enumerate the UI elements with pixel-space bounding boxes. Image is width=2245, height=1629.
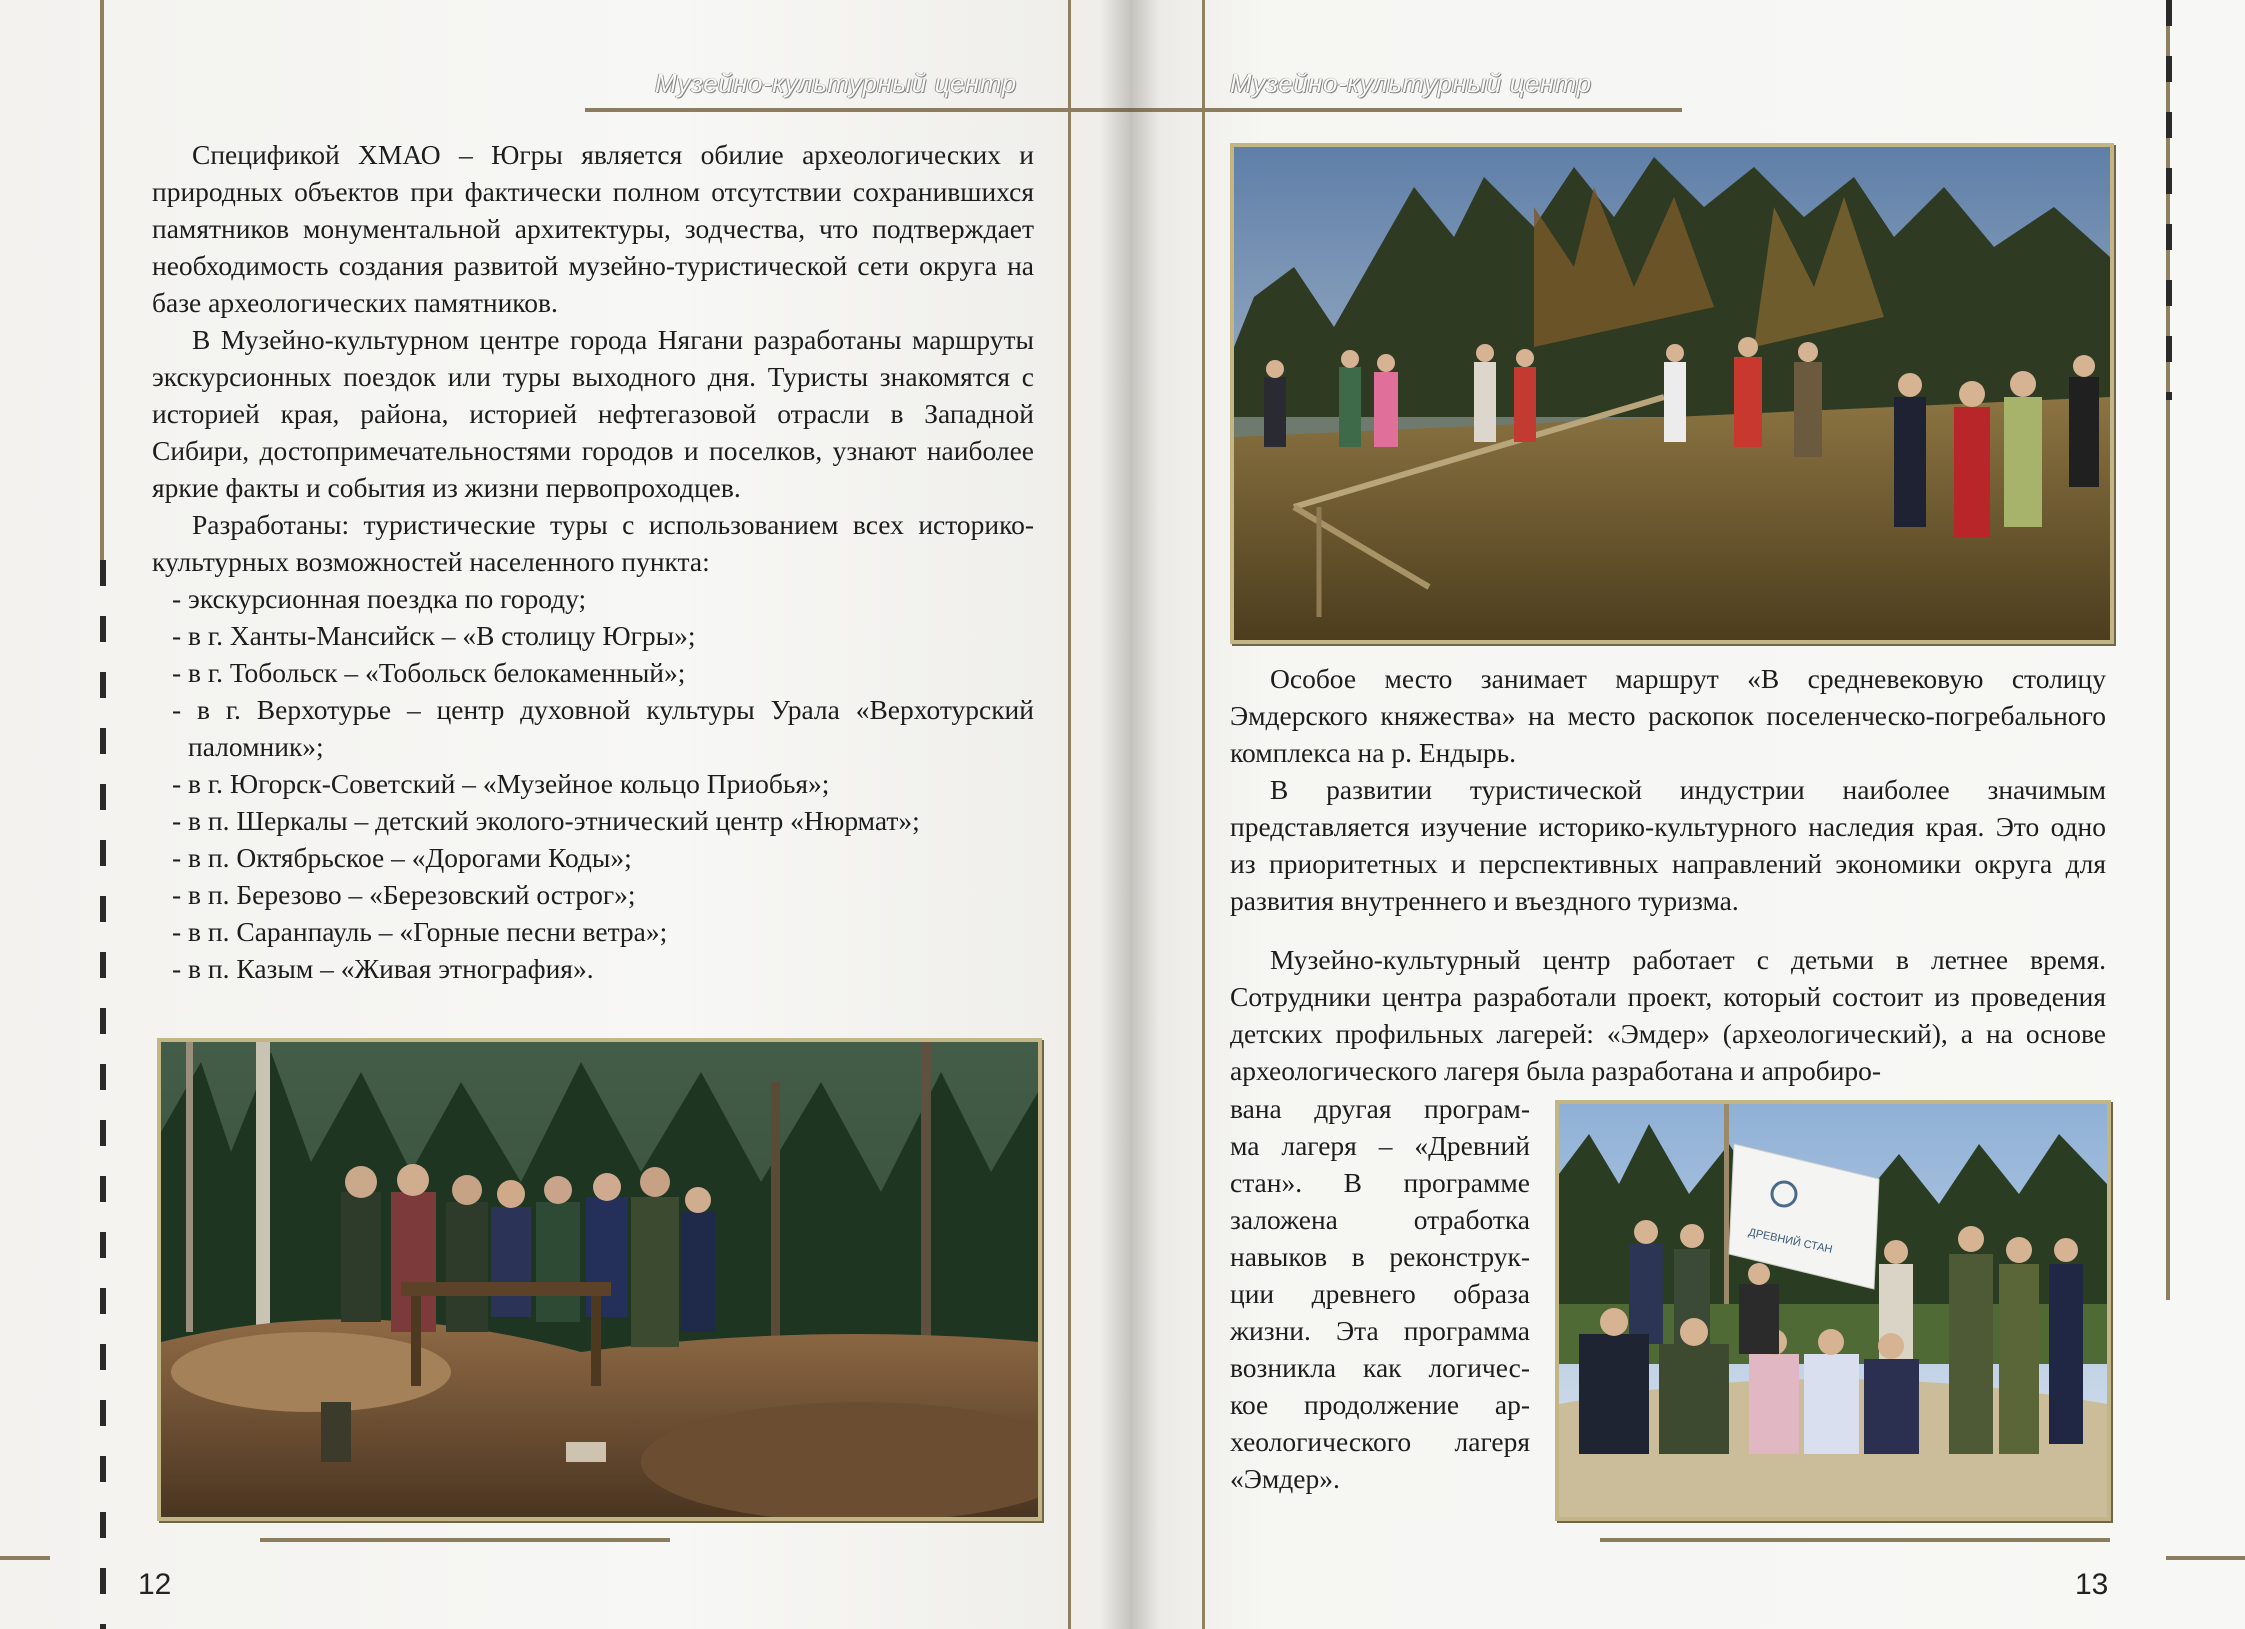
right-paragraph-1: Особое место занимает маршрут «В средневековую столицу Эмдерского княжества» на место раскопок поселенческо-погребального комплекса на р. Ендырь. <box>1230 663 2106 768</box>
right-page-number: 13 <box>2075 1568 2109 1601</box>
wrapped-text-column <box>1230 1090 1530 1497</box>
excavation-photo-image <box>161 1042 1038 1517</box>
list-item: - в п. Березово – «Березовский острог»; <box>172 879 636 910</box>
right-paragraph-3: Музейно-культурный центр работает с детьми в летнее время. Сотрудники центра разработали проект, который состоит из проведения детских профильных лагерей: «Эмдер» (археологический), а на основе археологического лагеря была разработана и апробиро- <box>1230 944 2106 1086</box>
right-inner-rule <box>1202 0 1205 1629</box>
list-item: - экскурсионная поездка по городу; <box>172 583 587 614</box>
right-running-header: Музейно-культурный центр <box>1230 68 1592 98</box>
wrapped-line: кое продолжение ар- <box>1230 1389 1530 1420</box>
group-walk-photo-image <box>1234 147 2110 640</box>
camp-banner-text: ДРЕВНИЙ СТАН <box>1747 1226 1834 1256</box>
camp-group-photo-image <box>1559 1104 2107 1517</box>
camp-group-photo <box>1555 1100 2111 1521</box>
list-item: - в г. Верхотурье – центр духовной культуры Урала «Верхотурский паломник»; <box>172 694 1034 762</box>
right-page <box>1130 0 2245 1629</box>
wrapped-line: жизни. Эта программа <box>1230 1315 1530 1346</box>
left-page-number: 12 <box>138 1568 172 1601</box>
wrapped-line: «Эмдер». <box>1230 1463 1340 1494</box>
wrapped-line: ма лагеря – «Древний <box>1230 1130 1530 1161</box>
right-paragraph-2: В развитии туристической индустрии наиболее значимым представляется изучение историко-культурного наследия края. Это одно из приоритетных и перспективных направлений экономики округа для развития внутреннего и въездного туризма. <box>1230 774 2106 916</box>
tour-list <box>152 580 1034 987</box>
left-margin-dash-strip <box>100 560 106 1629</box>
left-inner-rule <box>1068 0 1071 1629</box>
left-body-text <box>152 136 1034 987</box>
wrapped-line: заложена отработка <box>1230 1204 1530 1235</box>
group-walk-photo <box>1230 143 2114 644</box>
left-footer-rule <box>260 1538 670 1542</box>
list-item: - в п. Шеркалы – детский эколого-этнический центр «Нюрмат»; <box>172 805 920 836</box>
right-footer-rule <box>1600 1538 2110 1542</box>
list-item: - в г. Тобольск – «Тобольск белокаменный»; <box>172 657 686 688</box>
list-item: - в г. Югорск-Советский – «Музейное кольцо Приобья»; <box>172 768 830 799</box>
wrapped-line: стан». В программе <box>1230 1167 1530 1198</box>
left-paragraph-2: В Музейно-культурном центре города Нягани разработаны маршруты экскурсионных поездок или туры выходного дня. Туристы знакомятся с историей края, района, историей нефтегазовой отрасли в Западной Сибири, достопримечательностями городов и поселков, узнают наиболее яркие факты и события из жизни первопроходцев. <box>152 324 1034 503</box>
list-item: - в п. Казым – «Живая этнография». <box>172 953 594 984</box>
wrapped-line: возникла как логичес- <box>1230 1352 1530 1383</box>
wrapped-line: хеологического лагеря <box>1230 1426 1530 1457</box>
left-margin-rule <box>100 0 104 560</box>
left-paragraph-3: Разработаны: туристические туры с использованием всех историко-культурных возможностей населенного пункта: <box>152 509 1034 577</box>
left-running-header: Музейно-культурный центр <box>655 68 1017 98</box>
list-item: - в п. Октябрьское – «Дорогами Коды»; <box>172 842 632 873</box>
wrapped-line: вана другая програм- <box>1230 1093 1530 1124</box>
right-body-text <box>1230 660 2106 1089</box>
left-corner-rule <box>0 1556 50 1560</box>
left-header-rule <box>585 108 1130 112</box>
list-item: - в г. Ханты-Мансийск – «В столицу Югры»; <box>172 620 696 651</box>
excavation-camp-photo <box>157 1038 1042 1521</box>
wrapped-line: навыков в реконструк- <box>1230 1241 1530 1272</box>
right-corner-rule <box>2166 1556 2245 1560</box>
right-margin-dash-strip <box>2166 0 2172 400</box>
wrapped-line: ции древнего образа <box>1230 1278 1530 1309</box>
left-paragraph-1: Спецификой ХМАО – Югры является обилие археологических и природных объектов при фактически полном отсутствии сохранившихся памятников монументальной архитектуры, зодчества, что подтверждает необходимость создания развитой музейно-туристической сети округа на базе археологических памятников. <box>152 139 1034 318</box>
list-item: - в п. Саранпауль – «Горные песни ветра»; <box>172 916 668 947</box>
right-header-rule <box>1130 108 1682 112</box>
book-gutter <box>1100 0 1160 1629</box>
